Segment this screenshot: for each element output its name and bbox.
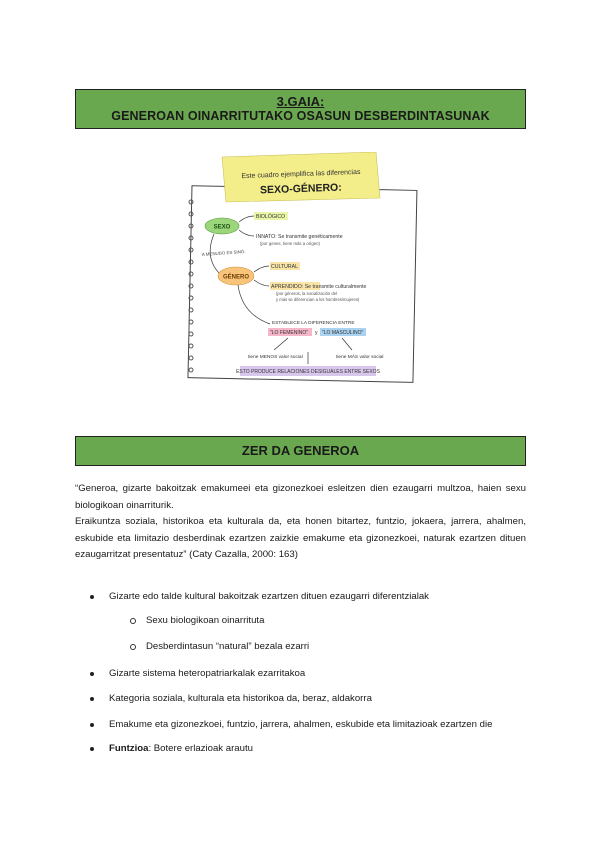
bullet-icon (90, 747, 94, 751)
sex-gender-diagram (180, 152, 420, 384)
chapter-number: 3.GAIA: (276, 94, 325, 109)
definition-quote (75, 481, 526, 564)
a-menudo-label: A MENUDO ES SINÓ. (201, 248, 246, 257)
chapter-title: GENEROAN OINARRITUTAKO OSASUN DESBERDINTASUNAK (111, 109, 490, 123)
bullet-icon (90, 595, 94, 599)
mas-label: tiene MÁS valor social (336, 355, 384, 360)
innato-note: (por genes, tiene más a orígen) (260, 241, 320, 246)
establece-label: ESTABLECE LA DIFERENCIA ENTRE (272, 321, 355, 326)
biologico-label: BIOLÓGICO (256, 214, 286, 220)
aprendido-note-2: y más se diferencian a los hombres/mujeres) (276, 297, 360, 302)
sticky-caption: Este cuadro ejemplifica las diferencias (241, 168, 361, 181)
aprendido-label: APRENDIDO: Se transmite culturalmente (271, 284, 367, 290)
section-title-box (75, 436, 526, 466)
bullet-icon (90, 723, 94, 727)
bullet-icon (90, 672, 94, 676)
quote-paragraph-1: “Generoa, gizarte bakoitzak emakumeei eta gizonezkoei esleitzen dien ezaugarri multzoa, haien sexu biologikoan oinarriturik. (75, 483, 526, 511)
funtzioa-term: Funtzioa (109, 743, 149, 754)
innato-label: INNATO: Se transmite genéticamente (256, 234, 343, 240)
y-label: y (315, 330, 318, 336)
cultural-label: CULTURAL (271, 264, 298, 270)
circle-bullet-icon (130, 618, 136, 624)
sticky-heading: SEXO-GÉNERO: (259, 181, 342, 197)
chapter-title-box (75, 89, 526, 129)
circle-bullet-icon (130, 644, 136, 650)
quote-paragraph-2: Eraikuntza soziala, historikoa eta kulturala da, eta honen bitartez, funtzio, jokaera, jarrera, ahalmen, eskubide eta limitazio desberdinak ezartzen zaizkie emakume eta gizonezkoei, naturak ezartzen dituen ezaugarritzat presentatuz” (Caty Cazalla, 2000: 163) (75, 516, 526, 560)
resultado-label: ESTO PRODUCE RELACIONES DESIGUALES ENTRE SEXOS (236, 369, 380, 375)
sexo-label: SEXO (213, 224, 231, 231)
aprendido-note-1: (por géneros, la socialización del (276, 291, 337, 296)
femenino-label: "LO FEMENINO" (270, 330, 308, 336)
sticky-note (222, 152, 380, 202)
section-title: ZER DA GENEROA (241, 443, 360, 458)
bullet-icon (90, 697, 94, 701)
genero-label: GÉNERO (222, 274, 250, 281)
menos-label: tiene MENOS valor social (248, 355, 303, 360)
masculino-label: "LO MASCULINO" (322, 330, 364, 336)
